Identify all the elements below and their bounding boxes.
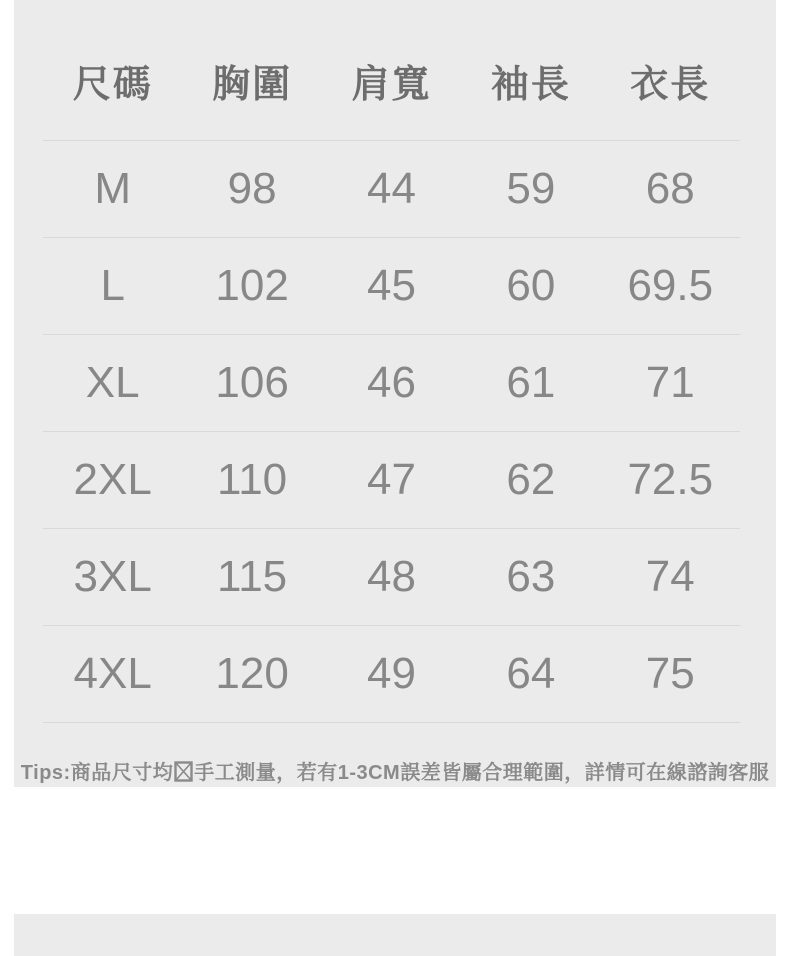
size-cell: L bbox=[43, 238, 182, 335]
next-section-panel bbox=[14, 914, 776, 956]
measurement-cell: 46 bbox=[322, 335, 461, 432]
measurement-cell: 64 bbox=[461, 626, 600, 723]
measurement-cell: 48 bbox=[322, 529, 461, 626]
measurement-cell: 69.5 bbox=[601, 238, 740, 335]
measurement-cell: 47 bbox=[322, 432, 461, 529]
measurement-cell: 68 bbox=[601, 141, 740, 238]
size-cell: M bbox=[43, 141, 182, 238]
tips-text bbox=[21, 756, 769, 788]
measurement-cell: 62 bbox=[461, 432, 600, 529]
measurement-cell: 75 bbox=[601, 626, 740, 723]
measurement-cell: 98 bbox=[182, 141, 321, 238]
size-cell: XL bbox=[43, 335, 182, 432]
table-row bbox=[43, 141, 740, 238]
measurement-cell: 115 bbox=[182, 529, 321, 626]
size-table bbox=[43, 0, 740, 723]
size-chart-panel bbox=[14, 0, 776, 787]
size-cell: 3XL bbox=[43, 529, 182, 626]
measurement-cell: 102 bbox=[182, 238, 321, 335]
measurement-cell: 61 bbox=[461, 335, 600, 432]
table-row bbox=[43, 238, 740, 335]
column-header: 尺碼 bbox=[43, 0, 182, 141]
tips-prefix: Tips:商品尺寸均 bbox=[20, 762, 174, 784]
size-table-header bbox=[43, 0, 740, 141]
column-header: 肩寬 bbox=[322, 0, 461, 141]
header-row bbox=[43, 0, 740, 141]
measurement-cell: 59 bbox=[461, 141, 600, 238]
measurement-cell: 71 bbox=[601, 335, 740, 432]
measurement-cell: 45 bbox=[322, 238, 461, 335]
measurement-cell: 49 bbox=[322, 626, 461, 723]
measurement-cell: 60 bbox=[461, 238, 600, 335]
column-header: 衣長 bbox=[601, 0, 740, 141]
section-gap bbox=[0, 787, 790, 914]
tips-suffix: 手工測量，若有1-3CM誤差皆屬合理範圍，詳情可在線諮詢客服 bbox=[194, 762, 770, 784]
column-header: 袖長 bbox=[461, 0, 600, 141]
table-row bbox=[43, 626, 740, 723]
measurement-cell: 44 bbox=[322, 141, 461, 238]
column-header: 胸圍 bbox=[182, 0, 321, 141]
measurement-cell: 63 bbox=[461, 529, 600, 626]
table-row bbox=[43, 335, 740, 432]
measurement-cell: 120 bbox=[182, 626, 321, 723]
size-table-body bbox=[43, 141, 740, 723]
measurement-cell: 72.5 bbox=[601, 432, 740, 529]
measurement-cell: 106 bbox=[182, 335, 321, 432]
size-cell: 2XL bbox=[43, 432, 182, 529]
measurement-cell: 110 bbox=[182, 432, 321, 529]
missing-glyph-box-icon bbox=[174, 761, 193, 788]
measurement-cell: 74 bbox=[601, 529, 740, 626]
size-cell: 4XL bbox=[43, 626, 182, 723]
table-row bbox=[43, 432, 740, 529]
table-row bbox=[43, 529, 740, 626]
